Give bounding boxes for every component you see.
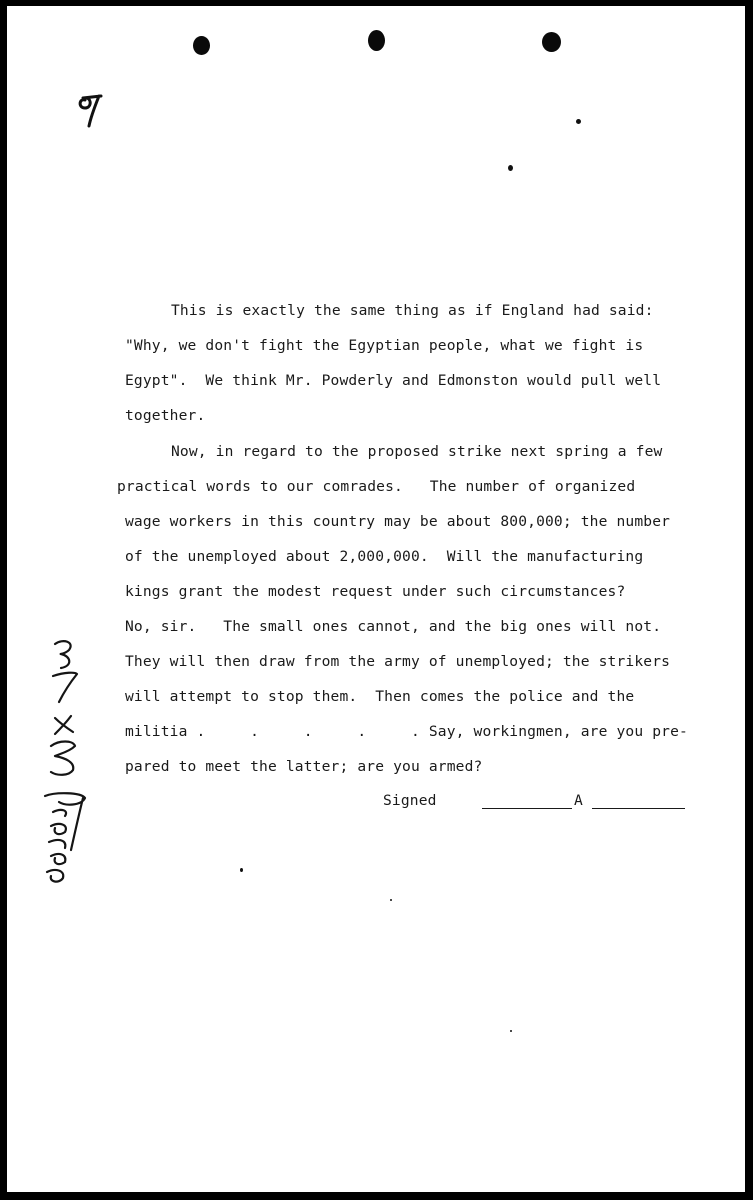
signature-line-left: [482, 808, 572, 809]
text-line: together.: [125, 407, 206, 424]
text-line: No, sir. The small ones cannot, and the big ones will not.: [125, 618, 662, 635]
text-line: They will then draw from the army of unemployed; the strikers: [125, 653, 671, 670]
text-line: This is exactly the same thing as if England had said:: [171, 302, 654, 319]
punch-hole-right: [542, 32, 561, 52]
corner-handwritten-mark: [75, 88, 109, 130]
document-page: [7, 6, 745, 1192]
text-line: kings grant the modest request under such circumstances?: [125, 583, 626, 600]
signature-label: Signed: [383, 792, 437, 809]
ink-speck: [240, 868, 243, 872]
text-line: militia . . . . . Say, workingmen, are you pre-: [125, 723, 688, 740]
signature-initial: A: [574, 792, 583, 809]
signature-line-right: [592, 808, 685, 809]
text-line: practical words to our comrades. The number of organized: [117, 478, 636, 495]
ink-speck: [508, 165, 513, 171]
text-line: Now, in regard to the proposed strike next spring a few: [171, 443, 663, 460]
text-line: will attempt to stop them. Then comes the police and the: [125, 688, 635, 705]
ink-speck: [576, 119, 581, 124]
marginal-handwritten-note: [25, 636, 105, 896]
text-line: wage workers in this country may be about 800,000; the number: [125, 513, 671, 530]
ink-speck: [390, 899, 392, 901]
punch-hole-left: [193, 36, 210, 55]
text-line: pared to meet the latter; are you armed?: [125, 758, 483, 775]
text-line: Egypt". We think Mr. Powderly and Edmonston would pull well: [125, 372, 662, 389]
punch-hole-center: [368, 30, 385, 51]
text-line: of the unemployed about 2,000,000. Will the manufacturing: [125, 548, 644, 565]
text-line: "Why, we don't fight the Egyptian people, what we fight is: [125, 337, 644, 354]
ink-speck: [510, 1030, 512, 1032]
